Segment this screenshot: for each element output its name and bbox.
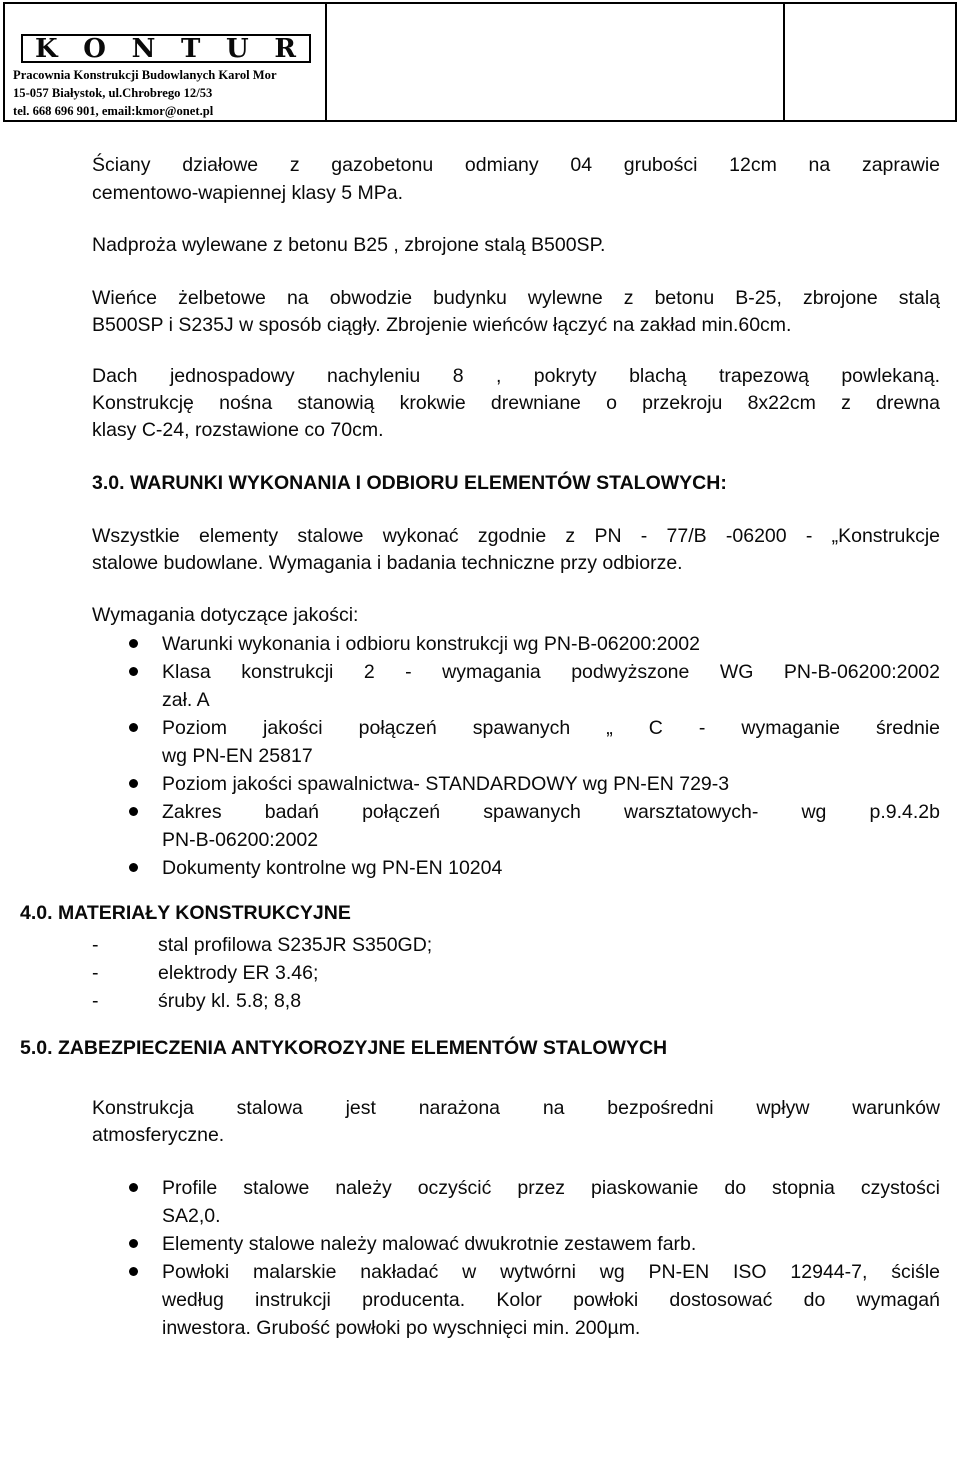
company-contact: tel. 668 696 901, email:kmor@onet.pl <box>13 104 214 118</box>
quality-item-line: Dokumenty kontrolne wg PN-EN 10204 <box>162 857 503 879</box>
page-info-block <box>785 2 957 122</box>
project-title-line-2: niezbędną infrastrukturą techniczną w <box>395 47 715 67</box>
corrosion-requirements-list <box>92 1174 940 1342</box>
walls-paragraph-line-1: Ściany działowe z gazobetonu odmiany 04 grubości 12cm na zaprawie <box>92 154 940 176</box>
corrosion-item <box>92 1258 940 1342</box>
company-name: Pracownia Konstrukcji Budowlanych Karol Mor <box>13 68 277 82</box>
corrosion-item <box>92 1230 940 1258</box>
quality-item <box>92 630 940 658</box>
material-text: stal profilowa S235JR S350GD; <box>158 934 433 956</box>
quality-item-line: zał. A <box>162 689 210 711</box>
material-item <box>92 931 432 959</box>
materials-list <box>92 931 432 1015</box>
quality-item-line: Zakres badań połączeń spawanych warsztatowych- wg p.9.4.2b <box>162 801 940 823</box>
corrosion-item-line: SA2,0. <box>162 1205 221 1227</box>
roof-paragraph-line-2: Konstrukcję nośna stanowią krokwie drewniane o przekroju 8x22cm z drewna <box>92 392 940 414</box>
dash-marker: - <box>92 934 99 956</box>
document-type: OPIS TECHNICZNY <box>801 30 939 47</box>
quality-item <box>92 854 940 882</box>
quality-item <box>92 770 940 798</box>
steel-paragraph-line-2: stalowe budowlane. Wymagania i badania techniczne przy odbiorze. <box>92 552 683 574</box>
roof-paragraph-line-3: klasy C-24, rozstawione co 70cm. <box>92 419 384 441</box>
bullet-icon <box>129 723 138 732</box>
logo-letter: R <box>274 33 297 64</box>
section-4-heading: 4.0. MATERIAŁY KONSTRUKCYJNE <box>20 902 351 924</box>
corrosion-item-line: Profile stalowe należy oczyścić przez piaskowanie do stopnia czystości <box>162 1177 940 1199</box>
project-title-line-3: LUDWINIE <box>511 69 599 89</box>
page-number: 4 <box>865 96 875 113</box>
bullet-icon <box>129 639 138 648</box>
quality-item-line: Klasa konstrukcji 2 - wymagania podwyższone WG PN-B-06200:2002 <box>162 661 940 683</box>
bullet-icon <box>129 667 138 676</box>
project-title <box>395 24 715 90</box>
page-header <box>3 2 957 122</box>
corrosion-paragraph-line-1: Konstrukcja stalowa jest narażona na bezpośredni wpływ warunków <box>92 1097 940 1119</box>
logo-letter: K <box>35 33 59 64</box>
logo-letter: N <box>131 33 157 64</box>
material-item <box>92 959 432 987</box>
company-address: 15-057 Białystok, ul.Chrobrego 12/53 <box>13 86 213 100</box>
project-block <box>327 2 785 122</box>
corrosion-item-line: inwestora. Grubość powłoki po wyschnięci min. 200µm. <box>162 1317 641 1339</box>
rings-paragraph-line-1: Wieńce żelbetowe na obwodzie budynku wylewne z betonu B-25, zbrojone stalą <box>92 287 940 309</box>
company-block <box>3 2 327 122</box>
quality-item-line: Warunki wykonania i odbioru konstrukcji wg PN-B-06200:2002 <box>162 633 700 655</box>
section-5-heading: 5.0. ZABEZPIECZENIA ANTYKOROZYJNE ELEMENTÓW STALOWYCH <box>20 1037 668 1059</box>
quality-item <box>92 798 940 854</box>
material-item <box>92 987 432 1015</box>
bullet-icon <box>129 779 138 788</box>
bullet-icon <box>129 1267 138 1276</box>
dash-marker: - <box>92 990 99 1012</box>
logo-letter: O <box>83 33 107 64</box>
quality-item-line: wg PN-EN 25817 <box>162 745 313 767</box>
kontur-logo <box>21 34 311 63</box>
quality-intro: Wymagania dotyczące jakości: <box>92 604 359 626</box>
corrosion-item-line: Powłoki malarskie nakładać w wytwórni wg PN-EN ISO 12944-7, ściśle <box>162 1261 940 1283</box>
dash-marker: - <box>92 962 99 984</box>
page-label: STRONA <box>838 76 902 93</box>
quality-item-line: Poziom jakości spawalnictwa- STANDARDOWY wg PN-EN 729-3 <box>162 773 730 795</box>
lintels-paragraph: Nadproża wylewane z betonu B25 , zbrojone stalą B500SP. <box>92 234 606 256</box>
company-info <box>13 66 323 120</box>
section-3-heading: 3.0. WARUNKI WYKONANIA I ODBIORU ELEMENTÓW STALOWYCH: <box>92 472 727 494</box>
material-text: elektrody ER 3.46; <box>158 962 319 984</box>
corrosion-item-line: Elementy stalowe należy malować dwukrotnie zestawem farb. <box>162 1233 697 1255</box>
corrosion-paragraph-line-2: atmosferyczne. <box>92 1124 225 1146</box>
rings-paragraph-line-2: B500SP i S235J w sposób ciągły. Zbrojenie wieńców łączyć na zakład min.60cm. <box>92 314 792 336</box>
quality-item-line: Poziom jakości połączeń spawanych „ C - wymaganie średnie <box>162 717 940 739</box>
walls-paragraph-line-2: cementowo-wapiennej klasy 5 MPa. <box>92 182 404 204</box>
quality-item <box>92 714 940 770</box>
logo-letter: T <box>181 33 202 64</box>
quality-item <box>92 658 940 714</box>
quality-item-line: PN-B-06200:2002 <box>162 829 319 851</box>
material-text: śruby kl. 5.8; 8,8 <box>158 990 302 1012</box>
project-title-line-1: Projekt budowlany Targowiska, wraz z <box>395 25 715 45</box>
quality-requirements-list <box>92 630 940 882</box>
bullet-icon <box>129 1183 138 1192</box>
bullet-icon <box>129 807 138 816</box>
steel-paragraph-line-1: Wszystkie elementy stalowe wykonać zgodnie z PN - 77/B -06200 - „Konstrukcje <box>92 525 940 547</box>
bullet-icon <box>129 1239 138 1248</box>
roof-paragraph-line-1: Dach jednospadowy nachyleniu 8 , pokryty blachą trapezową powlekaną. <box>92 365 940 387</box>
logo-letter: U <box>226 33 250 64</box>
corrosion-item-line: według instrukcji producenta. Kolor powłoki dostosować do wymagań <box>162 1289 940 1311</box>
corrosion-item <box>92 1174 940 1230</box>
bullet-icon <box>129 863 138 872</box>
